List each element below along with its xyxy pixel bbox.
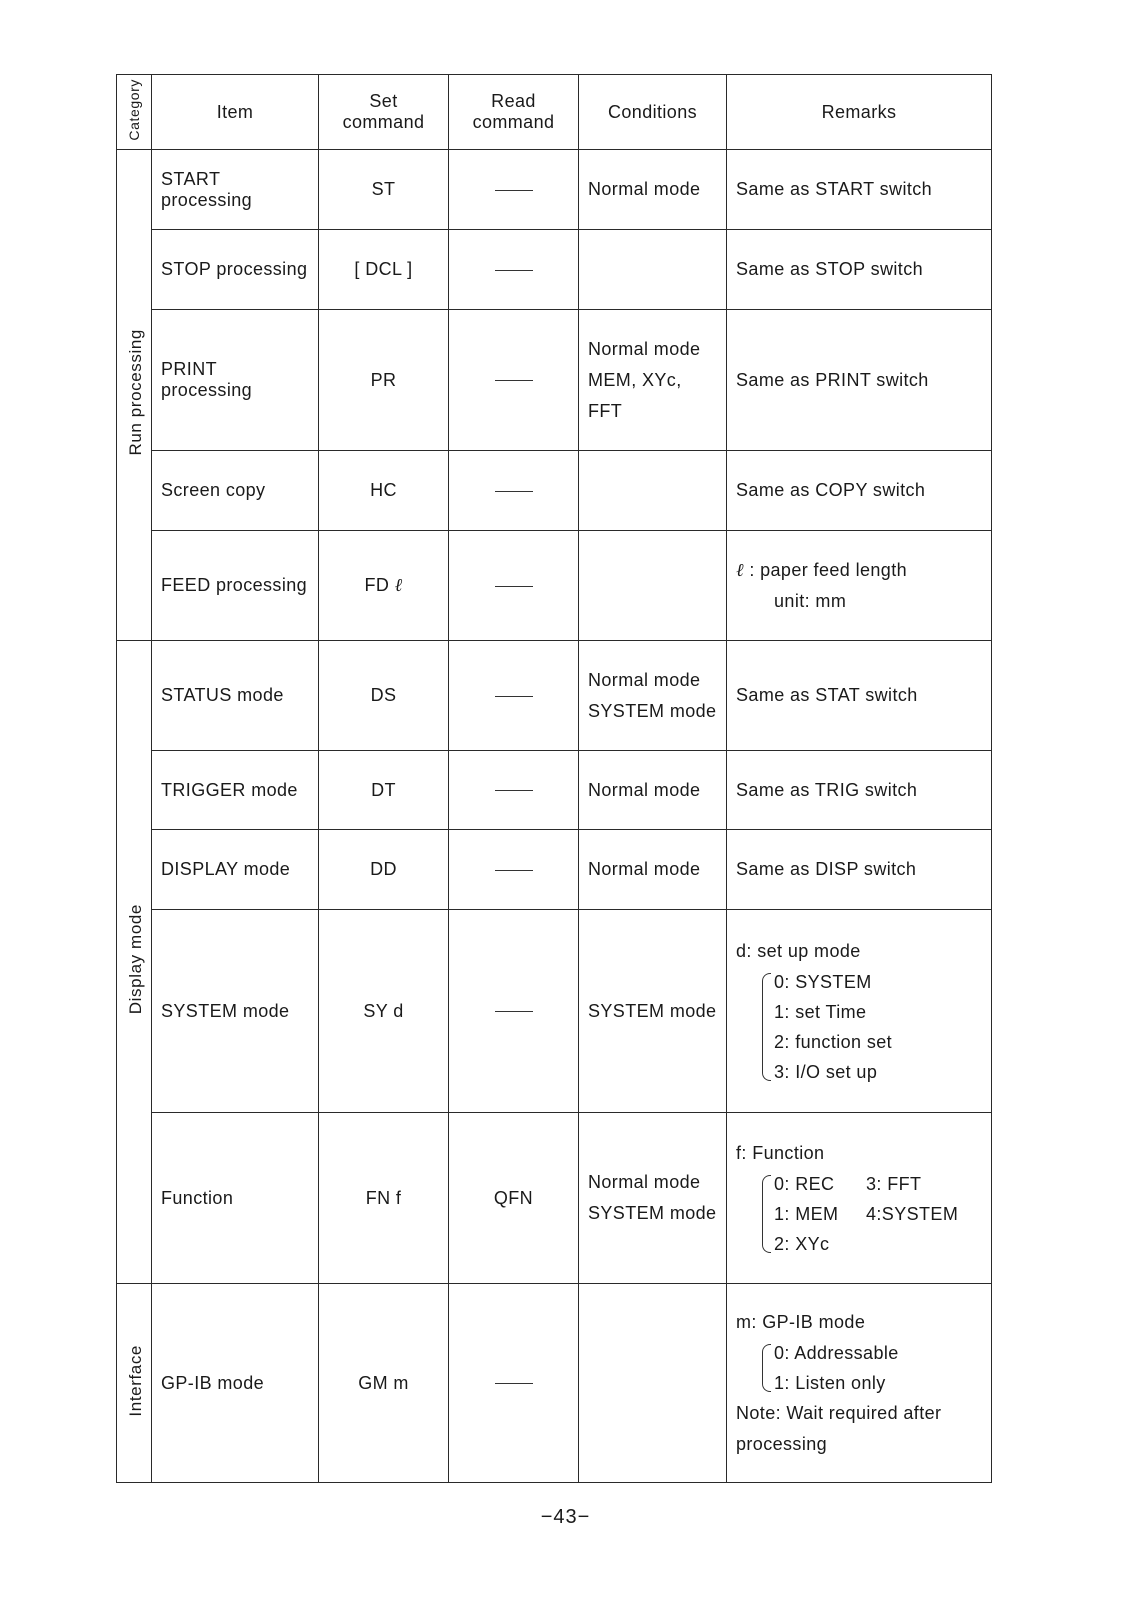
dash-mark [495, 870, 533, 871]
remarks-cell: f: Function 0: REC 3: FFT 1: MEM 4:SYSTEM 2: XYc [727, 1113, 992, 1284]
item-cell: PRINT processing [152, 310, 319, 451]
item-cell: STOP processing [152, 230, 319, 310]
category-display-mode: Display mode [117, 641, 152, 1284]
read-command-cell: QFN [449, 1113, 579, 1284]
set-command-cell: SY d [319, 910, 449, 1113]
table-row [117, 451, 992, 531]
options-group: 0: REC 3: FFT 1: MEM 4:SYSTEM 2: XYc [762, 1169, 982, 1259]
set-command-cell: PR [319, 310, 449, 451]
conditions-cell [579, 230, 727, 310]
header-read-command: Read command [449, 75, 579, 150]
read-command-cell [449, 531, 579, 641]
item-cell: Function [152, 1113, 319, 1284]
item-cell: STATUS mode [152, 641, 319, 751]
conditions-cell [579, 1284, 727, 1483]
brace-mark [762, 973, 771, 1081]
conditions-cell [579, 451, 727, 531]
dash-mark [495, 696, 533, 697]
table-row [117, 150, 992, 230]
dash-mark [495, 790, 533, 791]
dash-mark [495, 1383, 533, 1384]
item-cell: DISPLAY mode [152, 830, 319, 910]
conditions-cell: Normal mode [579, 751, 727, 830]
read-command-cell [449, 751, 579, 830]
remarks-cell: d: set up mode 0: SYSTEM 1: set Time 2: function set 3: I/O set up [727, 910, 992, 1113]
read-command-cell [449, 830, 579, 910]
item-cell: Screen copy [152, 451, 319, 531]
header-item: Item [152, 75, 319, 150]
item-cell: GP-IB mode [152, 1284, 319, 1483]
dash-mark [495, 491, 533, 492]
dash-mark [495, 1011, 533, 1012]
conditions-cell [579, 531, 727, 641]
brace-mark [762, 1344, 771, 1392]
read-command-cell [449, 1284, 579, 1483]
conditions-cell: Normal mode SYSTEM mode [579, 641, 727, 751]
remarks-cell: Same as TRIG switch [727, 751, 992, 830]
item-cell: FEED processing [152, 531, 319, 641]
brace-mark [762, 1175, 771, 1253]
table-row [117, 230, 992, 310]
category-run-processing: Run processing [117, 150, 152, 641]
command-table [116, 74, 992, 1483]
item-cell: TRIGGER mode [152, 751, 319, 830]
header-conditions: Conditions [579, 75, 727, 150]
set-command-cell: FD ℓ [319, 531, 449, 641]
remarks-cell: Same as START switch [727, 150, 992, 230]
dash-mark [495, 380, 533, 381]
set-command-cell: [ DCL ] [319, 230, 449, 310]
table-row [117, 641, 992, 751]
remarks-cell: m: GP-IB mode 0: Addressable 1: Listen only Note: Wait required after processing [727, 1284, 992, 1483]
set-command-cell: GM m [319, 1284, 449, 1483]
table-row [117, 310, 992, 451]
read-command-cell [449, 150, 579, 230]
table-row [117, 1113, 992, 1284]
remarks-cell: Same as PRINT switch [727, 310, 992, 451]
remarks-cell: Same as DISP switch [727, 830, 992, 910]
conditions-cell: Normal mode SYSTEM mode [579, 1113, 727, 1284]
read-command-cell [449, 641, 579, 751]
read-command-cell [449, 451, 579, 531]
header-category: Category [117, 75, 152, 150]
conditions-cell: SYSTEM mode [579, 910, 727, 1113]
dash-mark [495, 586, 533, 587]
table-row [117, 910, 992, 1113]
dash-mark [495, 190, 533, 191]
remarks-cell: Same as COPY switch [727, 451, 992, 531]
set-command-cell: ST [319, 150, 449, 230]
set-command-cell: FN f [319, 1113, 449, 1284]
conditions-cell: Normal mode [579, 150, 727, 230]
dash-mark [495, 270, 533, 271]
table-row [117, 531, 992, 641]
set-command-cell: DT [319, 751, 449, 830]
set-command-cell: DD [319, 830, 449, 910]
table-row [117, 1284, 992, 1483]
item-cell: START processing [152, 150, 319, 230]
options-group: 0: SYSTEM 1: set Time 2: function set 3: I/O set up [762, 967, 982, 1087]
read-command-cell [449, 910, 579, 1113]
header-set-command: Set command [319, 75, 449, 150]
remarks-cell: Same as STOP switch [727, 230, 992, 310]
read-command-cell [449, 230, 579, 310]
category-interface: Interface [117, 1284, 152, 1483]
remarks-cell: Same as STAT switch [727, 641, 992, 751]
remarks-cell: ℓ : paper feed length unit: mm [727, 531, 992, 641]
table-row [117, 830, 992, 910]
page-number: −43− [540, 1506, 591, 1528]
table-row [117, 751, 992, 830]
set-command-cell: HC [319, 451, 449, 531]
read-command-cell [449, 310, 579, 451]
options-group: 0: Addressable 1: Listen only [762, 1338, 982, 1398]
conditions-cell: Normal mode MEM, XYc, FFT [579, 310, 727, 451]
header-remarks: Remarks [727, 75, 992, 150]
conditions-cell: Normal mode [579, 830, 727, 910]
set-command-cell: DS [319, 641, 449, 751]
header-row [117, 75, 992, 150]
item-cell: SYSTEM mode [152, 910, 319, 1113]
